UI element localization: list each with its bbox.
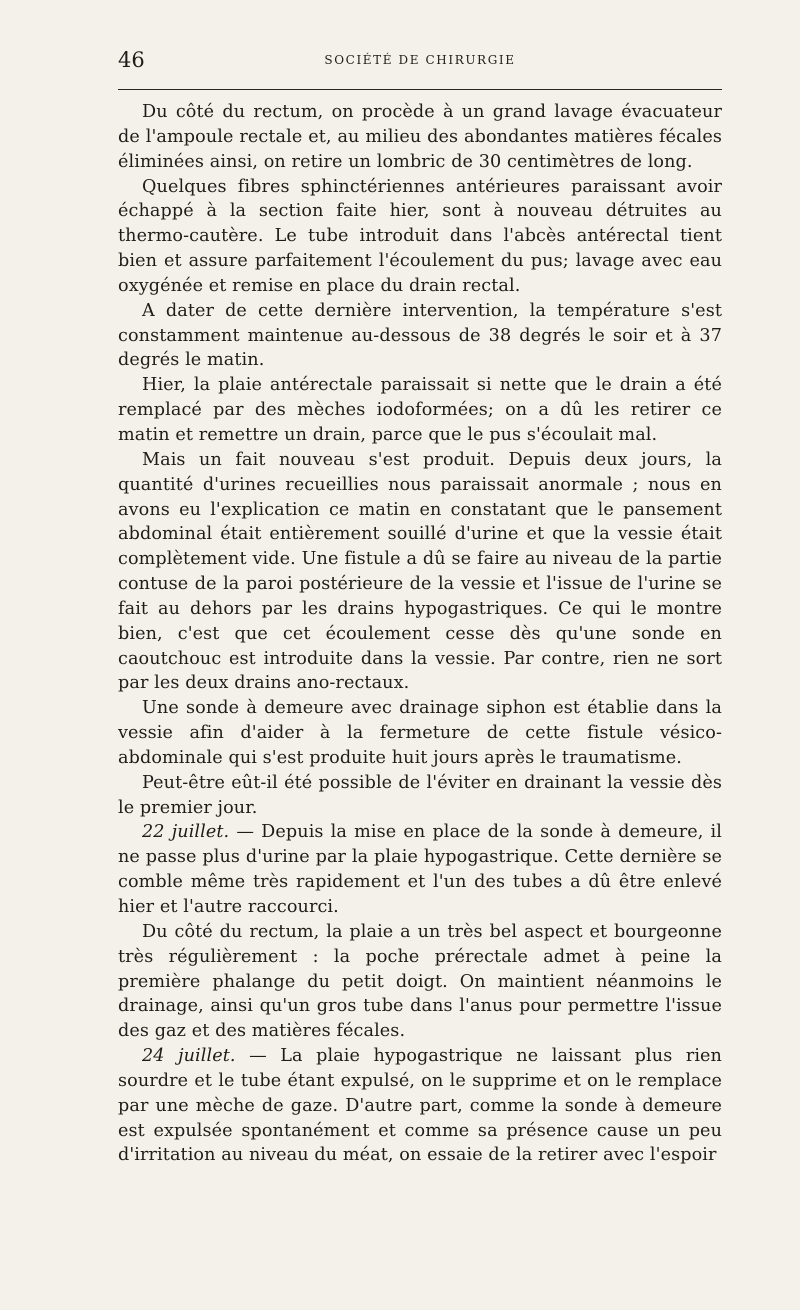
dated-paragraph: 24 juillet. — La plaie hypogastrique ne laissant plus rien sourdre et le tube étant expulsé, on le supprime et on le remplace par une mèche de gaze. D'autre part, comme la sonde à demeure est expulsée spontanément et comme sa présence cause un peu d'irritation au niveau du méat, on essaie de la retirer avec l'espoir <box>118 1046 722 1166</box>
running-head <box>118 48 722 72</box>
paragraph: Une sonde à demeure avec drainage siphon est établie dans la vessie afin d'aider à la fermeture de cette fistule vésico-abdominale qui s'est produite huit jours après le traumatisme. <box>118 698 722 768</box>
header-rule <box>118 89 722 90</box>
entry-date: 24 juillet. <box>142 1046 236 1067</box>
body-text <box>118 100 722 1168</box>
paragraph: Mais un fait nouveau s'est produit. Depuis deux jours, la quantité d'urines recueillies nous paraissait anormale ; nous en avons eu l'explication ce matin en constatant que le pansement abdominal était entièrement souillé d'urine et que la vessie était complètement vide. Une fistule a dû se faire au niveau de la partie contuse de la paroi postérieure de la vessie et l'issue de l'urine se fait au dehors par les drains hypogastriques. Ce qui le montre bien, c'est que cet écoulement cesse dès qu'une sonde en caoutchouc est introduite dans la vessie. Par contre, rien ne sort par les deux drains ano-rectaux. <box>118 449 722 694</box>
paragraph: Peut-être eût-il été possible de l'éviter en drainant la vessie dès le premier jour. <box>118 772 722 818</box>
paragraph: Hier, la plaie antérectale paraissait si nette que le drain a été remplacé par des mèches iodoformées; on a dû les retirer ce matin et remettre un drain, parce que le pus s'écoulait mal. <box>118 375 722 445</box>
paragraph: Quelques fibres sphinctériennes antérieures paraissant avoir échappé à la section faite hier, sont à nouveau détruites au thermo-cautère. Le tube introduit dans l'abcès antérectal tient bien et assure parfaitement l'écoulement du pus; lavage avec eau oxygénée et remise en place du drain rectal. <box>118 176 722 296</box>
running-head-title: SOCIÉTÉ DE CHIRURGIE <box>324 53 516 67</box>
entry-date: 22 juillet. <box>142 822 230 843</box>
paragraph: Du côté du rectum, la plaie a un très bel aspect et bourgeonne très régulièrement : la poche prérectale admet à peine la première phalange du petit doigt. On maintient néanmoins le drainage, ainsi qu'un gros tube dans l'anus pour permettre l'issue des gaz et des matières fécales. <box>118 921 722 1042</box>
paragraph: A dater de cette dernière intervention, la température s'est constamment maintenue au-dessous de 38 degrés le soir et à 37 degrés le matin. <box>118 300 722 371</box>
dated-paragraph: 22 juillet. — Depuis la mise en place de la sonde à demeure, il ne passe plus d'urine par la plaie hypogastrique. Cette dernière se comble même très rapidement et l'un des tubes a dû être enlevé hier et l'autre raccourci. <box>118 822 722 917</box>
paragraph: Du côté du rectum, on procède à un grand lavage évacuateur de l'ampoule rectale et, au milieu des abondantes matières fécales éliminées ainsi, on retire un lombric de 30 centimètres de long. <box>118 102 722 172</box>
page-number: 46 <box>118 48 145 72</box>
